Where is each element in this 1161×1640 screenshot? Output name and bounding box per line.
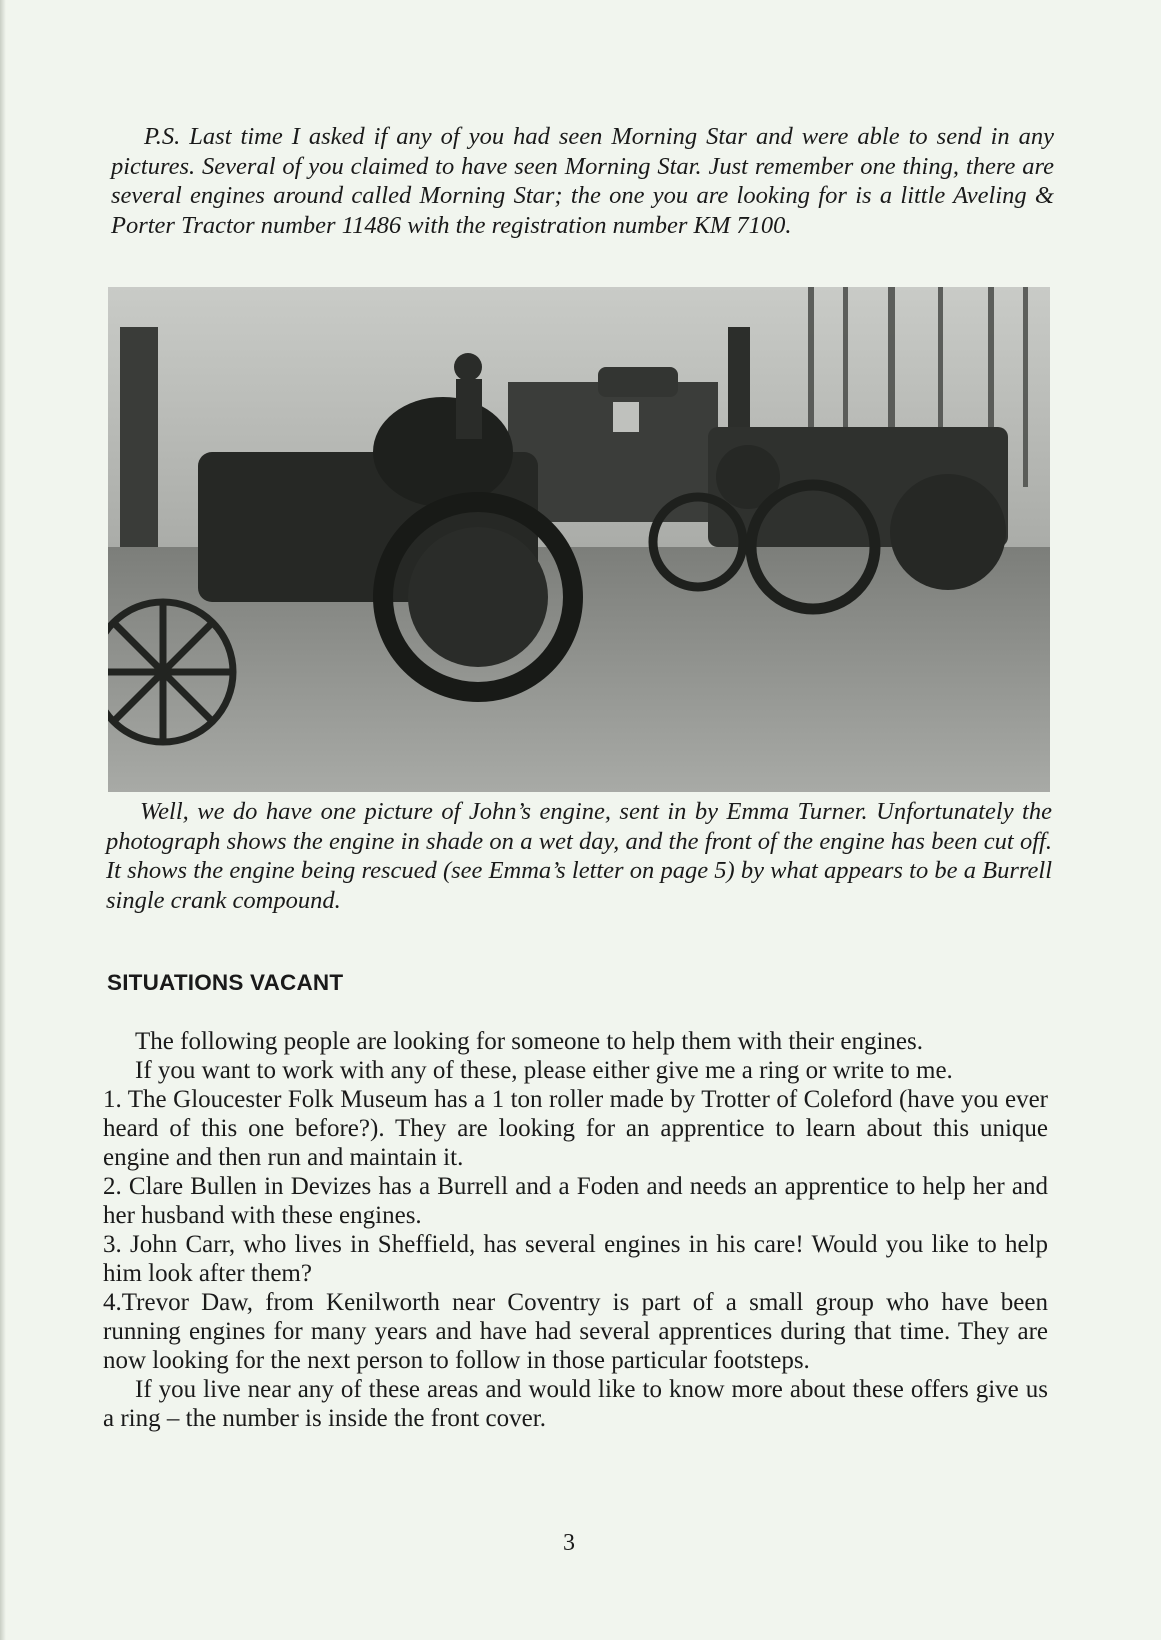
photo-caption: Well, we do have one picture of John’s engine, sent in by Emma Turner. Unfortunately the photograph shows the engine in shade on a wet day, and the front of the engine has been cut off. It shows the engine being rescued (see Emma’s letter on page 5) by what appears to be a Burrell single crank compound. bbox=[106, 798, 1052, 914]
list-item: 1. The Gloucester Folk Museum has a 1 ton roller made by Trotter of Coleford (have you ever heard of this one before?). They are looking for an apprentice to learn about this unique engine and then run and maintain it. bbox=[103, 1086, 1048, 1171]
contact-paragraph: If you want to work with any of these, please either give me a ring or write to me. bbox=[135, 1057, 953, 1084]
page-number: 3 bbox=[563, 1530, 575, 1556]
traction-engine-photo bbox=[108, 287, 1050, 792]
section-heading: SITUATIONS VACANT bbox=[107, 970, 344, 995]
situations-vacant-body bbox=[103, 1027, 1048, 1433]
list-item: 4.Trevor Daw, from Kenilworth near Coventry is part of a small group who have been running engines for many years and have had several apprentices during that time. They are now looking for the next person to follow in those particular footsteps. bbox=[103, 1289, 1048, 1374]
intro-paragraph: The following people are looking for someone to help them with their engines. bbox=[135, 1028, 924, 1055]
closing-paragraph: If you live near any of these areas and would like to know more about these offers give us a ring – the number is inside the front cover. bbox=[103, 1376, 1048, 1432]
list-item: 3. John Carr, who lives in Sheffield, has several engines in his care! Would you like to help him look after them? bbox=[103, 1231, 1048, 1287]
page-edge-shadow bbox=[0, 0, 6, 1640]
ps-paragraph: P.S. Last time I asked if any of you had seen Morning Star and were able to send in any pictures. Several of you claimed to have seen Morning Star. Just remember one thing, there are several engines around called Morning Star; the one you are looking for is a little Aveling & Porter Tractor number 11486 with the registration number KM 7100. bbox=[111, 123, 1054, 239]
list-item: 2. Clare Bullen in Devizes has a Burrell and a Foden and needs an apprentice to help her and her husband with these engines. bbox=[103, 1173, 1048, 1229]
